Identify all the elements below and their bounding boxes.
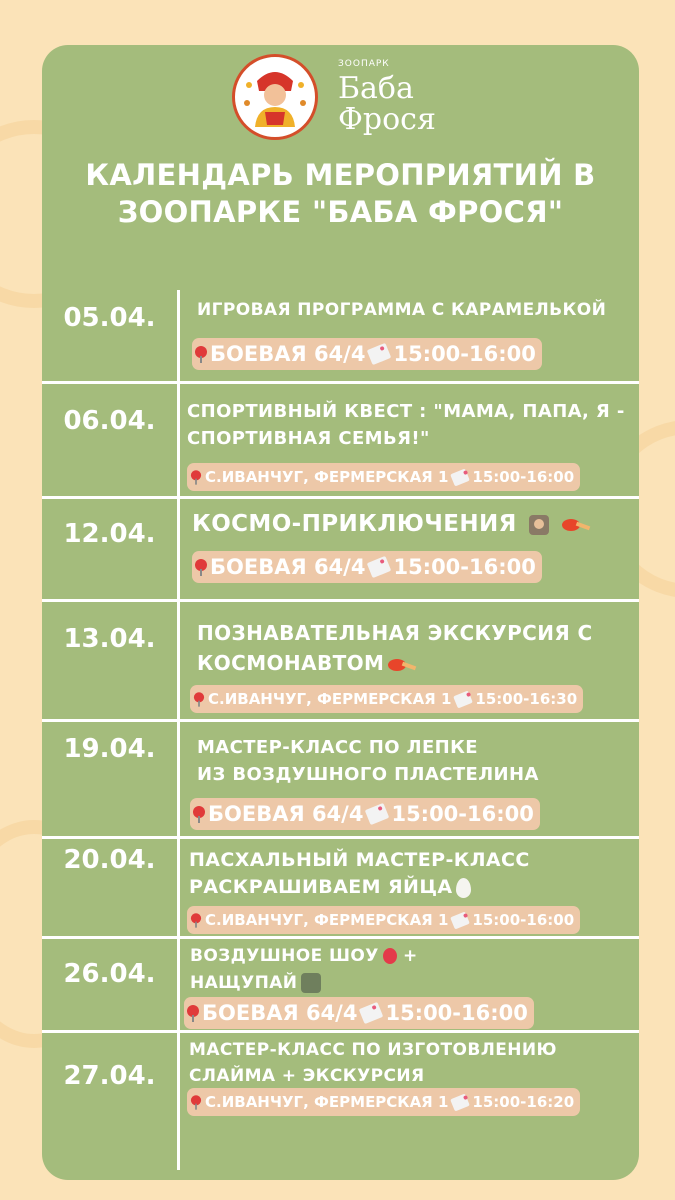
event-title-line-2: СПОРТИВНАЯ СЕМЬЯ!" (187, 428, 430, 449)
event-title (190, 943, 418, 997)
event-location-time (187, 463, 580, 491)
event-title (189, 1037, 557, 1089)
event-date: 20.04. (63, 845, 156, 875)
page-title-line-1: КАЛЕНДАРЬ МЕРОПРИЯТИЙ В (85, 158, 596, 192)
event-title-line-1: ПОЗНАВАТЕЛЬНАЯ ЭКСКУРСИЯ С (197, 621, 593, 645)
event-title (187, 398, 625, 452)
event-title-line-1: ПАСХАЛЬНЫЙ МАСТЕР-КЛАСС (189, 849, 530, 871)
event-location-time (190, 798, 540, 830)
event-time: 15:00-16:00 (385, 1001, 528, 1025)
event-date: 13.04. (63, 624, 156, 654)
event-title-line-2: НАЩУПАЙ (190, 973, 298, 993)
event-title-line-1: МАСТЕР-КЛАСС ПО ЛЕПКЕ (197, 737, 478, 758)
event-time: 15:00-16:30 (475, 690, 578, 708)
pin-icon (195, 559, 207, 575)
ticket-icon (367, 556, 392, 578)
event-location-time (187, 1088, 580, 1116)
event-title-line-1: МАСТЕР-КЛАСС ПО ИЗГОТОВЛЕНИЮ (189, 1040, 557, 1060)
event-place: БОЕВАЯ 64/4 (210, 555, 366, 579)
zoo-logo (232, 51, 452, 141)
ticket-icon (367, 343, 392, 365)
event-location-time (187, 906, 580, 934)
event-row (42, 722, 639, 839)
egg-emoji (456, 878, 471, 898)
event-row (42, 1033, 639, 1113)
event-place: БОЕВАЯ 64/4 (202, 1001, 358, 1025)
logo-line-1: Баба (338, 71, 414, 106)
event-title: ИГРОВАЯ ПРОГРАММА С КАРАМЕЛЬКОЙ (197, 300, 607, 320)
ticket-icon (451, 468, 471, 486)
event-time: 15:00-16:20 (472, 1093, 575, 1111)
event-location-time (192, 551, 542, 583)
balloon-emoji (383, 948, 397, 964)
event-place: БОЕВАЯ 64/4 (208, 802, 364, 826)
event-location-time (184, 997, 534, 1029)
zombie-emoji (301, 973, 321, 993)
event-location-time (190, 685, 583, 713)
ticket-icon (451, 911, 471, 929)
pin-icon (187, 1005, 199, 1021)
event-place: С.ИВАНЧУГ, ФЕРМЕРСКАЯ 1 (205, 911, 449, 929)
pin-icon (191, 913, 201, 927)
event-time: 15:00-16:00 (393, 342, 536, 366)
ticket-icon (454, 690, 474, 708)
event-date: 27.04. (63, 1061, 156, 1091)
event-date: 19.04. (63, 734, 156, 764)
ticket-icon (365, 803, 390, 825)
ticket-icon (451, 1093, 471, 1111)
event-title-line-2: КОСМОНАВТОМ (197, 651, 385, 675)
event-date: 12.04. (63, 519, 156, 549)
pin-icon (193, 806, 205, 822)
event-location-time (192, 338, 542, 370)
event-title-line-1: ВОЗДУШНОЕ ШОУ (190, 946, 379, 966)
event-time: 15:00-16:00 (472, 911, 575, 929)
event-date: 06.04. (63, 406, 156, 436)
event-time: 15:00-16:00 (391, 802, 534, 826)
page-title (42, 157, 639, 231)
page-title-line-2: ЗООПАРКЕ "БАБА ФРОСЯ" (117, 195, 564, 229)
ticket-icon (359, 1002, 384, 1024)
logo-caption: ЗООПАРК (338, 59, 390, 69)
event-time: 15:00-16:00 (472, 468, 575, 486)
logo-title (338, 73, 436, 135)
event-date: 05.04. (63, 303, 156, 333)
event-title-line-2: СЛАЙМА + ЭКСКУРСИЯ (189, 1066, 425, 1086)
grandma-mascot-icon (235, 57, 315, 137)
event-place: БОЕВАЯ 64/4 (210, 342, 366, 366)
event-place: С.ИВАНЧУГ, ФЕРМЕРСКАЯ 1 (208, 690, 452, 708)
rocket-emoji (388, 656, 416, 674)
event-title (192, 509, 590, 539)
event-row (42, 384, 639, 499)
event-row (42, 602, 639, 722)
event-date: 26.04. (63, 959, 156, 989)
event-time: 15:00-16:00 (393, 555, 536, 579)
event-title-line-2: РАСКРАШИВАЕМ ЯЙЦА (189, 876, 453, 898)
event-title-plus: + (403, 946, 418, 966)
pin-icon (191, 1095, 201, 1109)
logo-line-2: Фрося (338, 102, 436, 137)
event-place: С.ИВАНЧУГ, ФЕРМЕРСКАЯ 1 (205, 1093, 449, 1111)
astronaut-emoji (529, 515, 549, 535)
rocket-emoji (562, 516, 590, 534)
event-row (42, 499, 639, 602)
pin-icon (195, 346, 207, 362)
event-title (197, 618, 593, 678)
event-title-line-1: СПОРТИВНЫЙ КВЕСТ : "МАМА, ПАПА, Я - (187, 401, 625, 422)
event-row (42, 939, 639, 1033)
pin-icon (194, 692, 204, 706)
event-place: С.ИВАНЧУГ, ФЕРМЕРСКАЯ 1 (205, 468, 449, 486)
calendar-card (42, 45, 639, 1180)
event-title-text: КОСМО-ПРИКЛЮЧЕНИЯ (192, 511, 517, 537)
event-title-line-2: ИЗ ВОЗДУШНОГО ПЛАСТЕЛИНА (197, 764, 539, 785)
pin-icon (191, 470, 201, 484)
event-title (189, 847, 530, 901)
event-row (42, 285, 639, 384)
logo-emblem (232, 54, 318, 140)
event-title (197, 734, 539, 788)
event-row (42, 839, 639, 939)
